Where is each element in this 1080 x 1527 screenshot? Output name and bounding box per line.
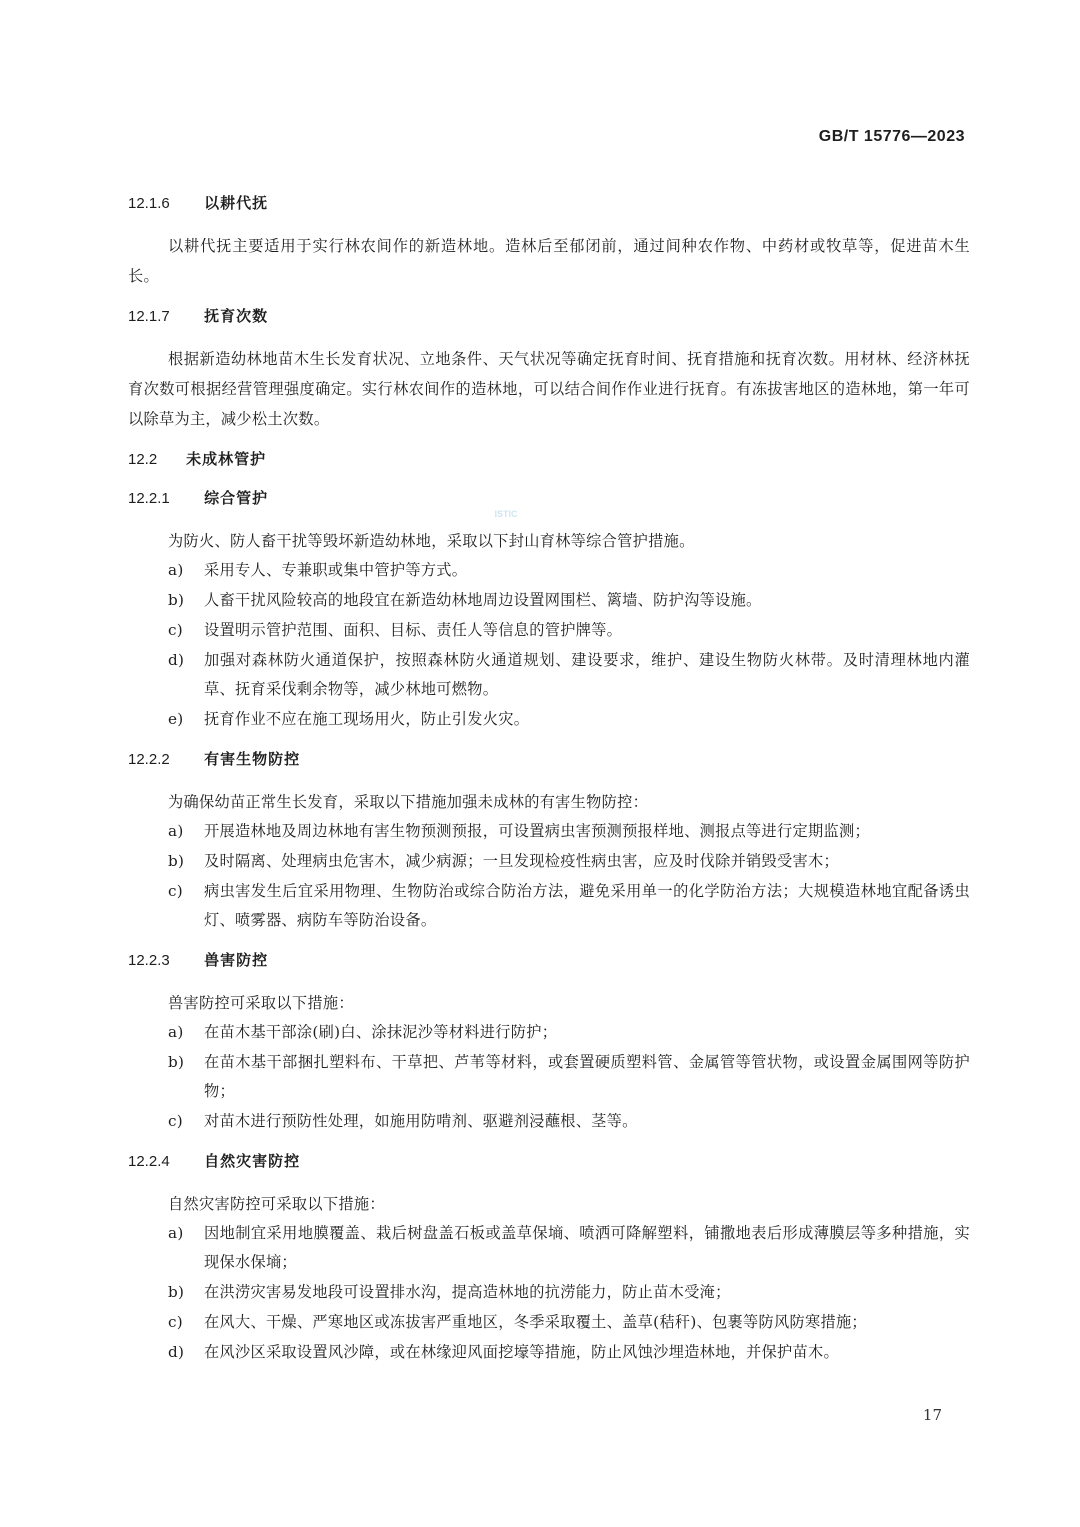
- list-item-text: 在风沙区采取设置风沙障，或在林缘迎风面挖壕等措施，防止风蚀沙埋造林地，并保护苗木。: [204, 1343, 839, 1361]
- list-marker: a): [168, 1224, 184, 1242]
- list-marker: c): [168, 621, 184, 639]
- list-item-text: 加强对森林防火通道保护，按照森林防火通道规划、建设要求，维护、建设生物防火林带。及时清理林地内灌草、抚育采伐剩余物等，减少林地可燃物。: [204, 651, 970, 698]
- section-title: 自然灾害防控: [204, 1153, 301, 1170]
- list-marker: b): [168, 852, 185, 870]
- page-number: 17: [922, 1406, 942, 1424]
- section-number: 12.2: [128, 451, 158, 468]
- list-item-text: 人畜干扰风险较高的地段宜在新造幼林地周边设置网围栏、篱墙、防护沟等设施。: [204, 591, 762, 609]
- list-marker: c): [168, 1112, 184, 1130]
- list: [128, 556, 970, 734]
- section-title: 未成林管护: [186, 451, 267, 468]
- paragraph: 根据新造幼林地苗木生长发育状况、立地条件、天气状况等确定抚育时间、抚育措施和抚育次数。用材林、经济林抚育次数可根据经营管理强度确定。实行林农间作的造林地，可以结合间作作业进行抚育。有冻拔害地区的造林地，第一年可以除草为主，减少松土次数。: [128, 350, 970, 428]
- list-marker: e): [168, 710, 184, 728]
- list: [128, 817, 970, 935]
- list-marker: b): [168, 1283, 185, 1301]
- list-item: [128, 1219, 970, 1277]
- list-item-text: 开展造林地及周边林地有害生物预测预报，可设置病虫害预测预报样地、测报点等进行定期监测；: [204, 822, 870, 840]
- list-item: [128, 817, 970, 846]
- list-item-text: 因地制宜采用地膜覆盖、栽后树盘盖石板或盖草保墒、喷洒可降解塑料，铺撒地表后形成薄膜层等多种措施，实现保水保墒；: [204, 1224, 970, 1271]
- list-item: [128, 1107, 970, 1136]
- list: [128, 1018, 970, 1136]
- section-number: 12.2.1: [128, 490, 170, 507]
- list-item: [128, 1018, 970, 1047]
- list-item-text: 设置明示管护范围、面积、目标、责任人等信息的管护牌等。: [204, 621, 623, 639]
- list-item: [128, 705, 970, 734]
- list-marker: b): [168, 591, 185, 609]
- section-heading-12-2-2: [128, 748, 970, 772]
- list-marker: c): [168, 882, 184, 900]
- list-item-text: 及时隔离、处理病虫危害木，减少病源；一旦发现检疫性病虫害，应及时伐除并销毁受害木；: [204, 852, 839, 870]
- section-title: 以耕代抚: [204, 195, 269, 212]
- section-heading-12-2-3: [128, 949, 970, 973]
- list-item-text: 病虫害发生后宜采用物理、生物防治或综合防治方法，避免采用单一的化学防治方法；大规模造林地宜配备诱虫灯、喷雾器、病防车等防治设备。: [204, 882, 970, 929]
- list-marker: b): [168, 1053, 185, 1071]
- list-item-text: 在苗木基干部捆扎塑料布、干草把、芦苇等材料，或套置硬质塑料管、金属管等管状物，或设置金属围网等防护物；: [204, 1053, 970, 1100]
- section-number: 12.1.6: [128, 195, 170, 212]
- paragraph: 为防火、防人畜干扰等毁坏新造幼林地，采取以下封山育林等综合管护措施。: [168, 532, 695, 550]
- standard-code: GB/T 15776—2023: [818, 128, 965, 145]
- list-item: [128, 847, 970, 876]
- list-item-text: 对苗木进行预防性处理，如施用防啃剂、驱避剂浸蘸根、茎等。: [204, 1112, 638, 1130]
- paragraph: 自然灾害防控可采取以下措施：: [168, 1195, 385, 1213]
- list-item: [128, 1308, 970, 1337]
- section-title: 抚育次数: [204, 308, 269, 325]
- list-item-text: 在风大、干燥、严寒地区或冻拔害严重地区，冬季采取覆土、盖草(秸秆)、包裹等防风防寒措施；: [204, 1313, 867, 1331]
- section-title: 有害生物防控: [204, 751, 301, 768]
- list-item: [128, 877, 970, 935]
- list-item-text: 采用专人、专兼职或集中管护等方式。: [204, 561, 468, 579]
- section-heading-12-1-6: [128, 192, 970, 216]
- section-number: 12.2.3: [128, 952, 170, 969]
- section-heading-12-1-7: [128, 305, 970, 329]
- list-item: [128, 1048, 970, 1106]
- section-title: 兽害防控: [204, 952, 269, 969]
- list-item: [128, 1278, 970, 1307]
- section-heading-12-2-4: [128, 1150, 970, 1174]
- list: [128, 1219, 970, 1367]
- list-item: [128, 556, 970, 585]
- document-body: [128, 192, 970, 1381]
- paragraph: 以耕代抚主要适用于实行林农间作的新造林地。造林后至郁闭前，通过间种农作物、中药材或牧草等，促进苗木生长。: [128, 237, 970, 285]
- section-title: 综合管护: [204, 490, 269, 507]
- list-item-text: 抚育作业不应在施工现场用火，防止引发火灾。: [204, 710, 530, 728]
- list-marker: d): [168, 1343, 185, 1361]
- section-number: 12.1.7: [128, 308, 170, 325]
- list-item: [128, 646, 970, 704]
- watermark-logo: ISTIC: [494, 509, 518, 519]
- section-number: 12.2.4: [128, 1153, 170, 1170]
- paragraph: 兽害防控可采取以下措施：: [168, 994, 354, 1012]
- list-marker: a): [168, 822, 184, 840]
- section-heading-12-2-1: [128, 487, 970, 511]
- list-item: [128, 1338, 970, 1367]
- list-marker: d): [168, 651, 185, 669]
- list-marker: a): [168, 561, 184, 579]
- paragraph: 为确保幼苗正常生长发育，采取以下措施加强未成林的有害生物防控：: [168, 793, 649, 811]
- list-item-text: 在苗木基干部涂(刷)白、涂抹泥沙等材料进行防护；: [204, 1023, 558, 1041]
- list-marker: c): [168, 1313, 184, 1331]
- section-heading-12-2: [128, 448, 970, 472]
- list-marker: a): [168, 1023, 184, 1041]
- list-item: [128, 616, 970, 645]
- list-item-text: 在洪涝灾害易发地段可设置排水沟，提高造林地的抗涝能力，防止苗木受淹；: [204, 1283, 731, 1301]
- section-number: 12.2.2: [128, 751, 170, 768]
- list-item: [128, 586, 970, 615]
